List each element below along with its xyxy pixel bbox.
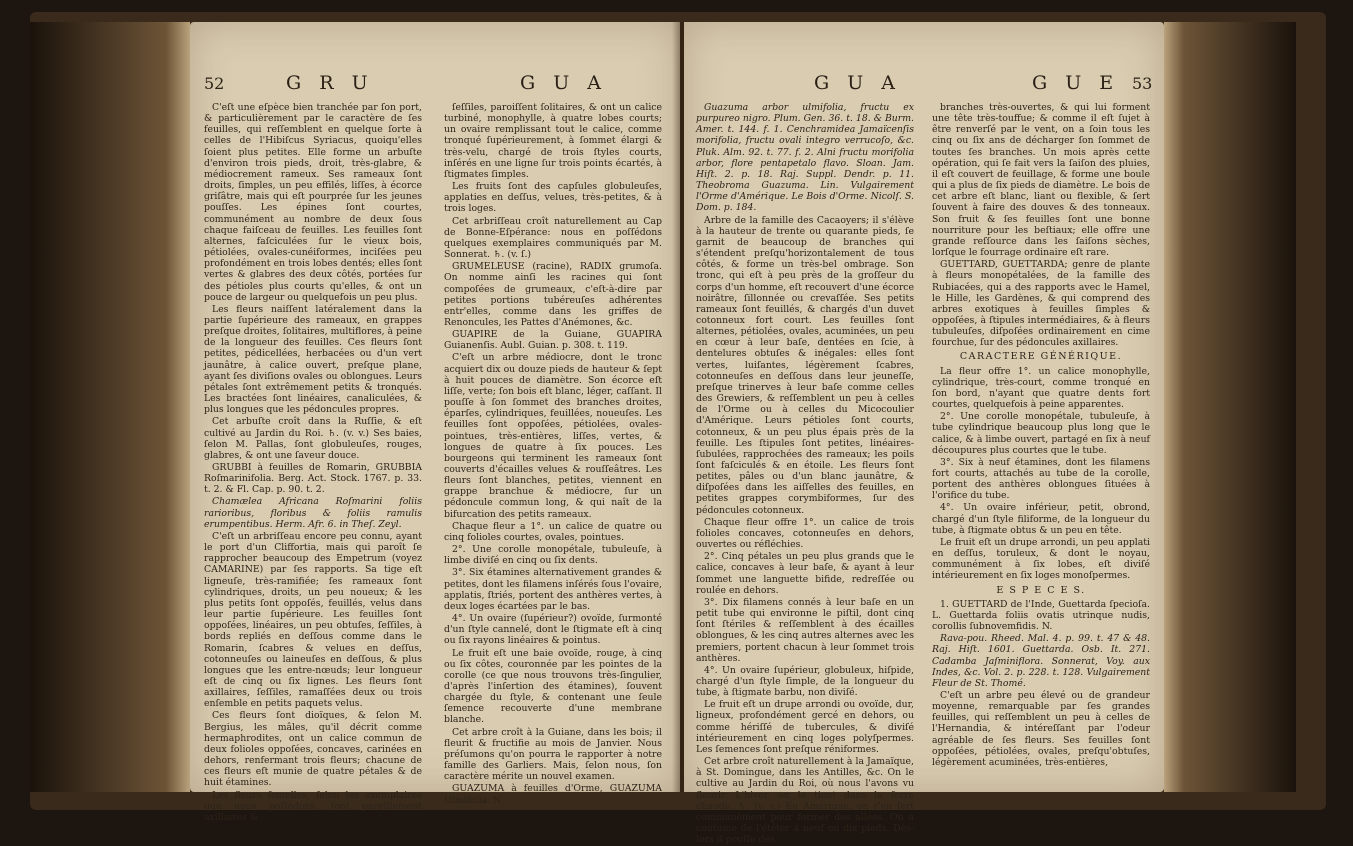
right-page-edges [1164, 22, 1296, 792]
entry-heading: GUETTARD, GUETTARDA; genre de plante à fleurs monopétalées, de la famille des Rubiacées, qui a des rapports avec le Hamel, le Hille, les Gardènes, & qui comprend des arbres exotiques à feuilles ſimples & oppoſées, à ſtipules intermédiaires, & à fleurs tubuleuſes, diſpoſées ordinairement en cime fourchue, ſur des pédoncules axillaires. [932, 259, 1150, 349]
left-page-edges [30, 22, 190, 792]
synonym-paragraph: Rava-pou. Rheed. Mal. 4. p. 99. t. 47 & 48. Raj. Hiſt. 1601. Guettarda. Osb. It. 271. Cadamba Jaſminiflora. Sonnerat, Voy. aux Indes, &c. Vol. 2. p. 228. t. 128. Vulgairement Fleur de St. Thomé. [932, 633, 1150, 689]
paragraph: 4°. Un ovaire ſupérieur, globuleux, hiſpide, chargé d'un ſtyle ſimple, de la longueur du tube, à ſtigmate barbu, non diviſé. [696, 664, 914, 699]
paragraph: Le fruit eſt un drupe arrondi ou ovoïde, dur, ligneux, profondément gercé en dehors, ou comme hériſſé de tubercules, & diviſé intérieurement en cinq loges polyſpermes. Les ſemences ſont preſque réniformes. [696, 699, 914, 755]
paragraph: Les fleurs naiſſent latéralement dans la partie ſupérieure des rameaux, en grappes preſque droites, ſolitaires, multiflores, à peine de la longueur des feuilles. Ces fleurs ſont petites, pédicellées, herbacées ou d'un vert jaunâtre, à calice ouvert, preſque plane, ayant ſes diviſions ovales ou oblongues. Leurs pétales ſont extrêmement petits & tronqués. Les bractées ſont linéaires, canaliculées, & plus longues que les pédoncules propres. [204, 303, 422, 416]
page-number-left: 52 [204, 74, 225, 93]
paragraph: Le fruit eſt une baie ovoïde, rouge, à cinq ou ſix côtes, couronnée par les pointes de la corolle (ce que nous trouvons très-ſingulier, d'après l'inſertion des étamines), ſouvent chargée du ſtyle, & contenant une ſeule ſemence recouverte d'une membrane blanche. [444, 647, 662, 726]
paragraph: 4°. Un ovaire (ſupérieur?) ovoïde, ſurmonté d'un ſtyle cannelé, dont le ſtigmate eſt à cinq ou ſix rayons linéaires & pointus. [444, 613, 662, 647]
paragraph: La fleur offre 1°. un calice monophylle, cylindrique, très-court, comme tronqué en ſon bord, n'ayant que quatre dents fort courtes, quelquefois à peine apparentes. [932, 365, 1150, 411]
left-page-column-2 [444, 102, 662, 807]
running-head-right-col1: G U A [814, 72, 901, 94]
right-page [684, 22, 1164, 846]
entry-heading: GUAPIRE de la Guiane, GUAPIRA Guianenſis. Aubl. Guian. p. 308. t. 119. [444, 329, 662, 352]
left-page [190, 22, 680, 823]
left-page-column-1 [204, 102, 422, 824]
paragraph: Les fruits ſont des capſules globuleuſes, applaties en deſſus, velues, très-petites, & à trois loges. [444, 181, 662, 215]
paragraph: Arbre de la famille des Cacaoyers; il s'élève à la hauteur de trente ou quarante pieds, ſe garnit de beaucoup de branches qui s'étendent preſqu'horizontalement de tous côtés, & forme un très-bel ombrage. Son tronc, qui eſt à peu près de la groſſeur du corps d'un homme, eſt recouvert d'une écorce noirâtre, ſillonnée ou crevaſſée. Ses petits rameaux ſont feuillés, & chargés d'un duvet cotonneux fort court. Les feuilles ſont alternes, pétiolées, ovales, acuminées, un peu en cœur à leur baſe, dentées en ſcie, à dentelures obtuſes & inégales: elles ſont vertes, luiſantes, légèrement ſcabres, cotonneuſes en deſſous dans leur jeuneſſe, preſque trinerves à leur baſe comme celles des Grewiers, & reſſemblent un peu à celles de l'Orme ou à celles du Micocoulier d'Amérique. Leurs pétioles ſont courts, cotonneux, & un peu plus épais près de la feuille. Les ſtipules ſont petites, linéaires-ſubulées, rapprochées des rameaux; les poils ſont faſciculés & en étoile. Les fleurs ſont petites, pâles ou d'un blanc jaunâtre, & diſpoſées dans les aiſſelles des feuilles, en petites grappes corymbiformes, ſur des pédoncules cotonneux. [696, 214, 914, 516]
page-number-right: 53 [1132, 74, 1153, 93]
paragraph: ſeſſiles, paroiſſent ſolitaires, & ont un calice turbiné, monophylle, à quatre lobes courts; un ovaire remplissant tout le calice, comme tronqué ſupérieurement, à ſommet élargi & très-velu, chargé de trois ſtyles courts, inſérés en une ligne ſur trois points écartés, à ſtigmates ſimples. [444, 102, 662, 180]
synonym-paragraph: Guazuma arbor ulmifolia, fructu ex purpureo nigro. Plum. Gen. 36. t. 18. & Burm. Amer. t. 144. f. 1. Cenchramidea Jamaïcenſis morifolia, fructu ovali integro verrucoſo, &c. Pluk. Alm. 92. t. 77. f. 2. Alni fructu morifolia arbor, flore pentapetalo flavo. Sloan. Jam. Hiſt. 2. p. 18. Raj. Suppl. Dendr. p. 11. Theobroma Guazuma. Lin. Vulgairement l'Orme d'Amérique. Le Bois d'Orme. Nicolſ. S. Dom. p. 184. [696, 102, 914, 214]
running-head-left-col1: G R U [286, 72, 374, 94]
entry-heading: GUAZUMA à feuilles d'Orme, GUAZUMA Ulmifolia. N. [444, 783, 662, 806]
paragraph: C'eſt un arbre médiocre, dont le tronc acquiert dix ou douze pieds de hauteur & ſept à huit pouces de diamètre. Son écorce eſt liſſe, verte; ſon bois eſt blanc, léger, caſſant. Il pouſſe à ſon ſommet des branches droites, éparſes, cylindriques, feuillées, noueuſes. Les feuilles ſont oppoſées, pétiolées, ovales-pointues, très-entières, liſſes, vertes, & longues de quatre à ſix pouces. Les bourgeons qui terminent les rameaux ſont couverts d'écailles velues & rouſſeâtres. Les fleurs ſont blanches, petites, viennent en grappe branchue & médiocre, ſur un pédoncule commun long, & qui naît de la bifurcation des petits rameaux. [444, 352, 662, 520]
section-heading: E S P E C E S. [996, 584, 1086, 596]
paragraph: Le fruit eſt un drupe arrondi, un peu applati en deſſus, toruleux, & dont le noyau, communément à ſix lobes, eſt diviſé intérieurement en ſix loges monoſpermes. [932, 536, 1150, 582]
paragraph: Cet arbuſte croît dans la Ruſſie, & eſt cultivé au Jardin du Roi. ♄. (v. v.) Ses baies, ſelon M. Pallas, ſont globuleuſes, rouges, glabres, & ont une ſaveur douce. [204, 416, 422, 461]
paragraph: C'eſt un arbre peu élevé ou de grandeur moyenne, remarquable par ſes grandes feuilles, qui reſſemblent un peu à celles de l'Hernandia, & intéreſſant par l'odeur agréable de ſes fleurs. Ses feuilles ſont oppoſées, pétiolées, ovales, preſqu'obtuſes, légèrement acuminées, très-entières, [932, 689, 1150, 768]
paragraph: Cet arbre croît naturellement à la Jamaïque, à St. Domingue, dans les Antilles, &c. On le cultive au Jardin du Roi, où nous l'avons vu fleurir. L'hiver, on le tient dans la ſerre chaude. ♄. (v. v.) En Amérique, on s'en ſert communément pour former des allées. On a coutume de l'étêter à neuf ou dix pieds. Dès-lors il pouſſe des [696, 756, 914, 846]
paragraph: 3°. Dix filamens connés à leur baſe en un petit tube qui environne le piſtil, dont cinq ſont ſtériles & reſſemblent à des écailles oblongues, & les cinq autres alternes avec les premiers, portent chacun à leur ſommet trois anthères. [696, 596, 914, 664]
paragraph: Chaque fleur offre 1°. un calice de trois folioles concaves, cotonneuſes en dehors, ouvertes ou réfléchies. [696, 516, 914, 551]
paragraph: Cet arbriſſeau croît naturellement au Cap de Bonne-Eſpérance: nous en poſſédons quelques exemplaires communiqués par M. Sonnerat. ♄. (v. ſ.) [444, 215, 662, 261]
entry-heading: 1. GUETTARD de l'Inde, Guettarda ſpecioſa. L. Guettarda foliis ovatis utrinque nudis, corollis ſubnovemfidis. N. [932, 598, 1150, 633]
synonym-paragraph: Chamælea Africana Roſmarini foliis rarioribus, floribus & foliis ramulis erumpentibus. Herm. Afr. 6. in Theſ. Zeyl. [204, 496, 422, 530]
paragraph: 3°. Six étamines alternativement grandes & petites, dont les filamens inſérés ſous l'ovaire, applatis, ſtriés, portent des anthères vertes, à deux loges écartées par le bas. [444, 567, 662, 612]
paragraph: Les fleurs femelles, ſelon les exemplaires que nous poſſédons, ſont pareillement axillaires & [204, 789, 422, 823]
paragraph: C'eſt une eſpèce bien tranchée par ſon port, & particulièrement par le caractère de ſes feuilles, qui reſſemblent en quelque ſorte à celles de l'Hibiſcus Syriacus, quoiqu'elles ſoient plus petites. Elle forme un arbuſte d'environ trois pieds, droit, très-glabre, & médiocrement rameux. Ses rameaux ſont droits, ſimples, un peu effilés, liſſes, à écorce griſâtre, mais qui eſt pourprée ſur les jeunes pouſſes. Les épines ſont courtes, communément au nombre de deux ſous chaque faiſceau de feuilles. Les feuilles ſont alternes, faſciculées ſur le vieux bois, pétiolées, ovales-cunéiformes, inciſées peu profondément en trois lobes dentés; elles ſont vertes & glabres des deux côtés, portées ſur des pétioles plus courts qu'elles, & ont un pouce de largeur ou quelquefois un peu plus. [204, 102, 422, 303]
right-page-column-1 [696, 102, 914, 846]
paragraph: 2°. Cinq pétales un peu plus grands que le calice, concaves à leur baſe, & ayant à leur ſommet une languette bifide, redreſſée ou roulée en dehors. [696, 551, 914, 596]
paragraph: 2°. Une corolle monopétale, tubuleuſe, à limbe diviſé en cinq ou ſix dents. [444, 544, 662, 567]
paragraph: Chaque fleur a 1°. un calice de quatre ou cinq folioles courtes, ovales, pointues. [444, 520, 662, 543]
paragraph: Cet arbre croît à la Guiane, dans les bois; il fleurit & fructifie au mois de Janvier. Nous préſumons qu'on pourra le rapporter à notre famille des Garliers. Mais, ſelon nous, ſon caractère mérite un nouvel examen. [444, 726, 662, 783]
paragraph: Ces fleurs ſont dioïques, & ſelon M. Bergius, les mâles, qu'il décrit comme hermaphrodites, ont un calice commun de deux folioles oppoſées, concaves, carinées en dehors, renfermant trois fleurs; chacune de ces fleurs eſt munie de quatre pétales & de huit étamines. [204, 710, 422, 789]
running-head-right-col2: G U E [1032, 72, 1120, 94]
entry-heading: GRUMELEUSE (racine), RADIX grumoſa. On nomme ainſi les racines qui ſont compoſées de grumeaux, c'eſt-à-dire par petites portions tubéreuſes adhérentes entr'elles, comme dans les griffes de Renoncules, les Pattes d'Anémones, &c. [444, 261, 662, 328]
paragraph: 3°. Six à neuf étamines, dont les filamens fort courts, attachés au tube de la corolle, portent des anthères oblongues ſituées à l'orifice du tube. [932, 456, 1150, 502]
entry-heading: GRUBBI à feuilles de Romarin, GRUBBIA Roſmarinifolia. Berg. Act. Stock. 1767. p. 33. t. 2. & Fl. Cap. p. 90. t. 2. [204, 462, 422, 496]
paragraph: 4°. Un ovaire inférieur, petit, obrond, chargé d'un ſtyle filiforme, de la longueur du tube, à ſtigmate obtus & un peu en tête. [932, 502, 1150, 536]
right-page-column-2 [932, 102, 1150, 769]
running-head-left-col2: G U A [520, 72, 607, 94]
paragraph: branches très-ouvertes, & qui lui forment une tête très-touffue; & comme il eſt ſujet à être renverſé par le vent, on a ſoin tous les cinq ou ſix ans de décharger ſon ſommet de toutes ſes branches. Un mois après cette opération, qui ſe fait vers la ſaiſon des pluies, il eſt couvert de feuillage, & forme une boule qui a plus de ſix pieds de diamètre. Le bois de cet arbre eſt blanc, liant ou flexible, & ſert ſouvent à faire des douves & des tonneaux. Son fruit & ſes feuilles ſont une bonne nourriture pour les beſtiaux; elle offre une grande reſſource dans les ſaiſons sèches, lorſque le fourrage ordinaire eſt rare. [932, 102, 1150, 259]
paragraph: 2°. Une corolle monopétale, tubuleuſe, à tube cylindrique beaucoup plus long que le calice, & à limbe ouvert, partagé en ſix à neuf découpures plus courtes que le tube. [932, 411, 1150, 456]
section-heading: CARACTERE GÉNÉRIQUE. [959, 351, 1123, 363]
paragraph: C'eſt un arbriſſeau encore peu connu, ayant le port d'un Cliffortia, mais qui paroît ſe rapprocher beaucoup des Empetrum (voyez CAMARINE) par ſes rapports. Sa tige eſt ligneuſe, très-ramifiée; ſes rameaux ſont cylindriques, droits, un peu noueux; & les plus petits ſont oppoſés, feuillés, velus dans leur partie ſupérieure. Les feuilles ſont oppoſées, linéaires, un peu obtuſes, ſeſſiles, à bords repliés en deſſous comme dans le Romarin, ſcabres & velues en deſſus, cotonneuſes ou laineuſes en deſſous, & plus longues que les entre-nœuds; leur longueur eſt de cinq ou ſix lignes. Les fleurs ſont axillaires, ſeſſiles, ramaſſées deux ou trois enſemble en petits paquets velus. [204, 530, 422, 710]
